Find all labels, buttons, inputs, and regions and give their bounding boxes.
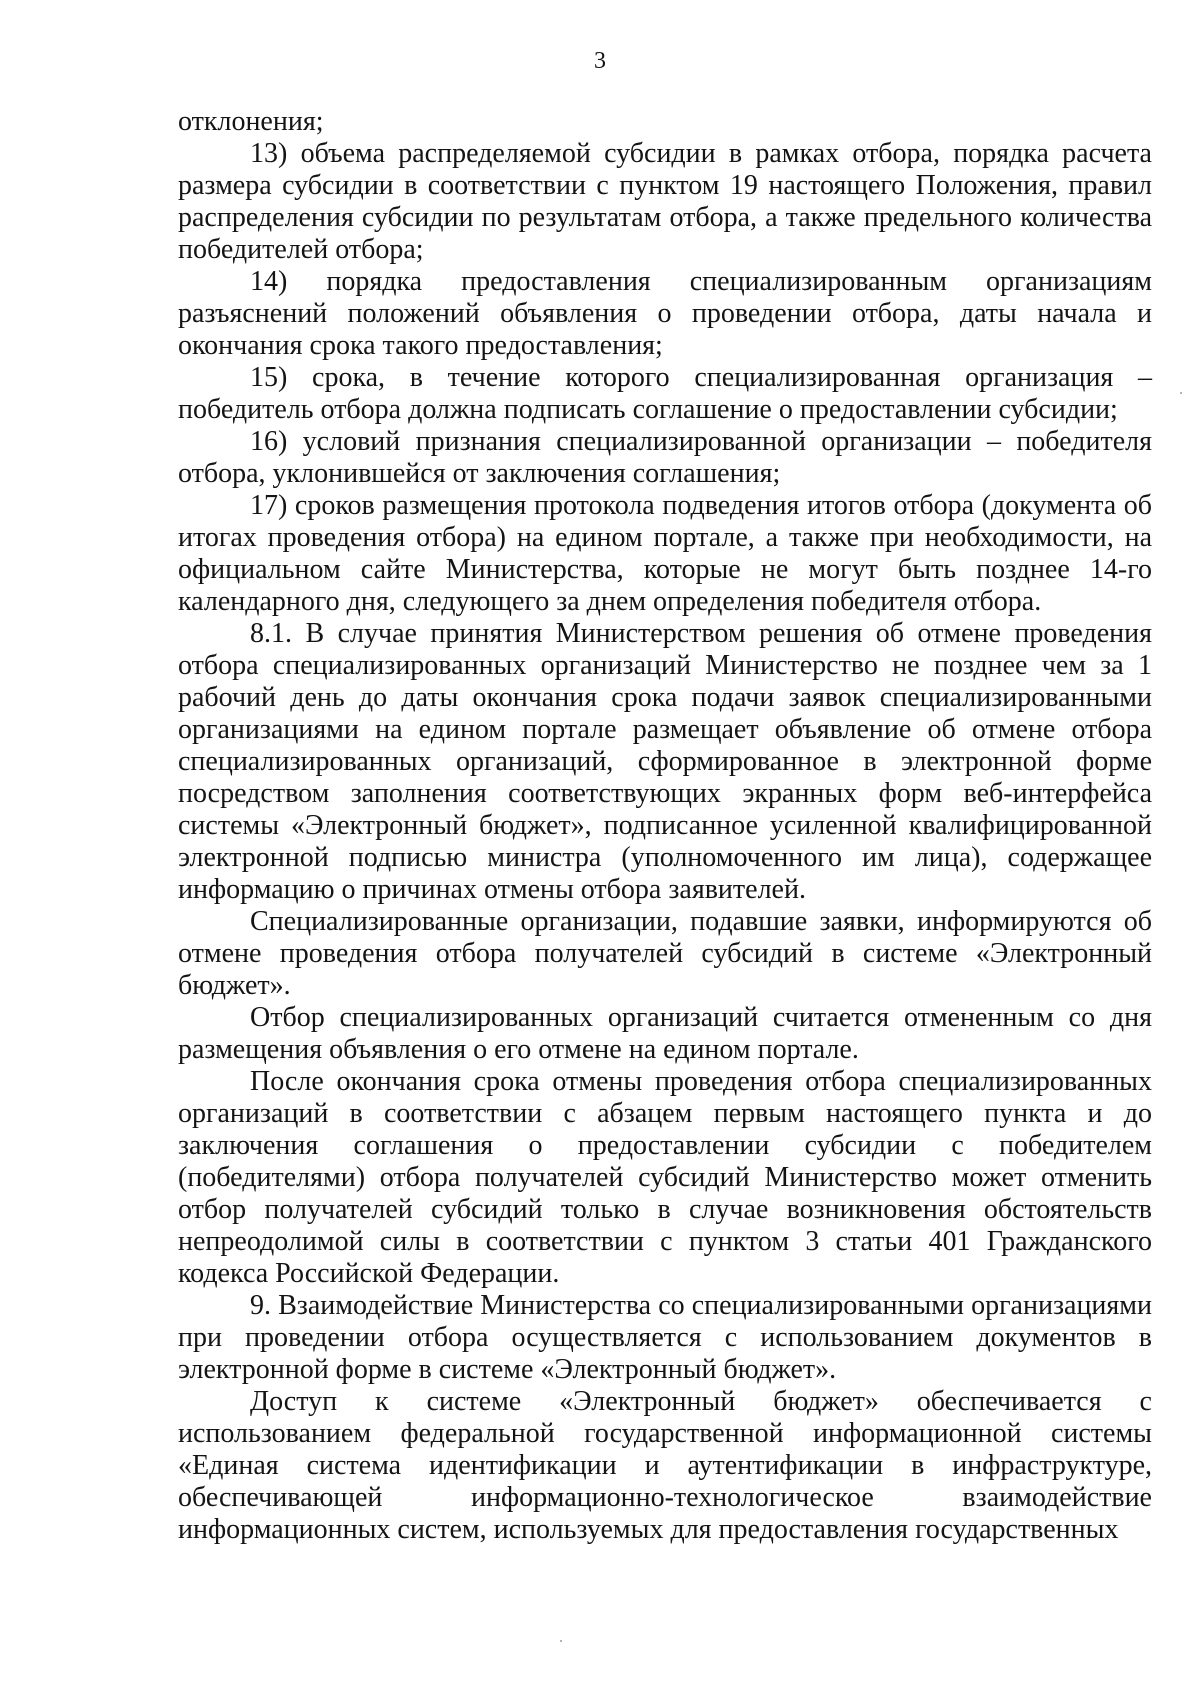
paragraph-cancellation-date: Отбор специализированных организаций считается отмененным со дня размещения объявления о его отмене на едином портале. <box>178 1002 1152 1065</box>
scan-speck <box>1180 392 1182 394</box>
paragraph-item-13: 13) объема распределяемой субсидии в рамках отбора, порядка расчета размера субсидии в соответствии с пунктом 19 настоящего Положения, правил распределения субсидии по результатам отбора, а также предельного количества победителей отбора; <box>178 138 1152 265</box>
paragraph-item-14: 14) порядка предоставления специализированным организациям разъяснений положений объявления о проведении отбора, даты начала и окончания срока такого предоставления; <box>178 266 1152 361</box>
paragraph-item-16: 16) условий признания специализированной организации – победителя отбора, уклонившейся от заключения соглашения; <box>178 426 1152 489</box>
paragraph-item-15: 15) срока, в течение которого специализированная организация – победитель отбора должна подписать соглашение о предоставлении субсидии; <box>178 362 1152 425</box>
paragraph-clause-8-1: 8.1. В случае принятия Министерством решения об отмене проведения отбора специализированных организаций Министерство не позднее чем за 1 рабочий день до даты окончания срока подачи заявок специализированными организациями на едином портале размещает объявление об отмене отбора специализированных организаций, сформированное в электронной форме посредством заполнения соответствующих экранных форм веб-интерфейса системы «Электронный бюджет», подписанное усиленной квалифицированной электронной подписью министра (уполномоченного им лица), содержащее информацию о причинах отмены отбора заявителей. <box>178 618 1152 905</box>
paragraph-system-access: Доступ к системе «Электронный бюджет» обеспечивается с использованием федеральной государственной информационной системы «Единая система идентификации и аутентификации в инфраструктуре, обеспечивающей информационно-технологическое взаимодействие информационных систем, используемых для предоставления государственных <box>178 1386 1152 1545</box>
page-number: 3 <box>594 48 606 74</box>
paragraph-continuation: отклонения; <box>178 106 324 137</box>
scan-speck <box>560 1640 562 1642</box>
document-body <box>178 106 1152 1546</box>
paragraph-item-17: 17) сроков размещения протокола подведения итогов отбора (документа об итогах проведения отбора) на едином портале, а также при необходимости, на официальном сайте Министерства, которые не могут быть позднее 14-го календарного дня, следующего за днем определения победителя отбора. <box>178 490 1152 617</box>
paragraph-force-majeure: После окончания срока отмены проведения отбора специализированных организаций в соответствии с абзацем первым настоящего пункта и до заключения соглашения о предоставлении субсидии с победителем (победителями) отбора получателей субсидий Министерство может отменить отбор получателей субсидий только в случае возникновения обстоятельств непреодолимой силы в соответствии с пунктом 3 статьи 401 Гражданского кодекса Российской Федерации. <box>178 1066 1152 1289</box>
paragraph-clause-9: 9. Взаимодействие Министерства со специализированными организациями при проведении отбора осуществляется с использованием документов в электронной форме в системе «Электронный бюджет». <box>178 1290 1152 1385</box>
paragraph-notification: Специализированные организации, подавшие заявки, информируются об отмене проведения отбора получателей субсидий в системе «Электронный бюджет». <box>178 906 1152 1001</box>
